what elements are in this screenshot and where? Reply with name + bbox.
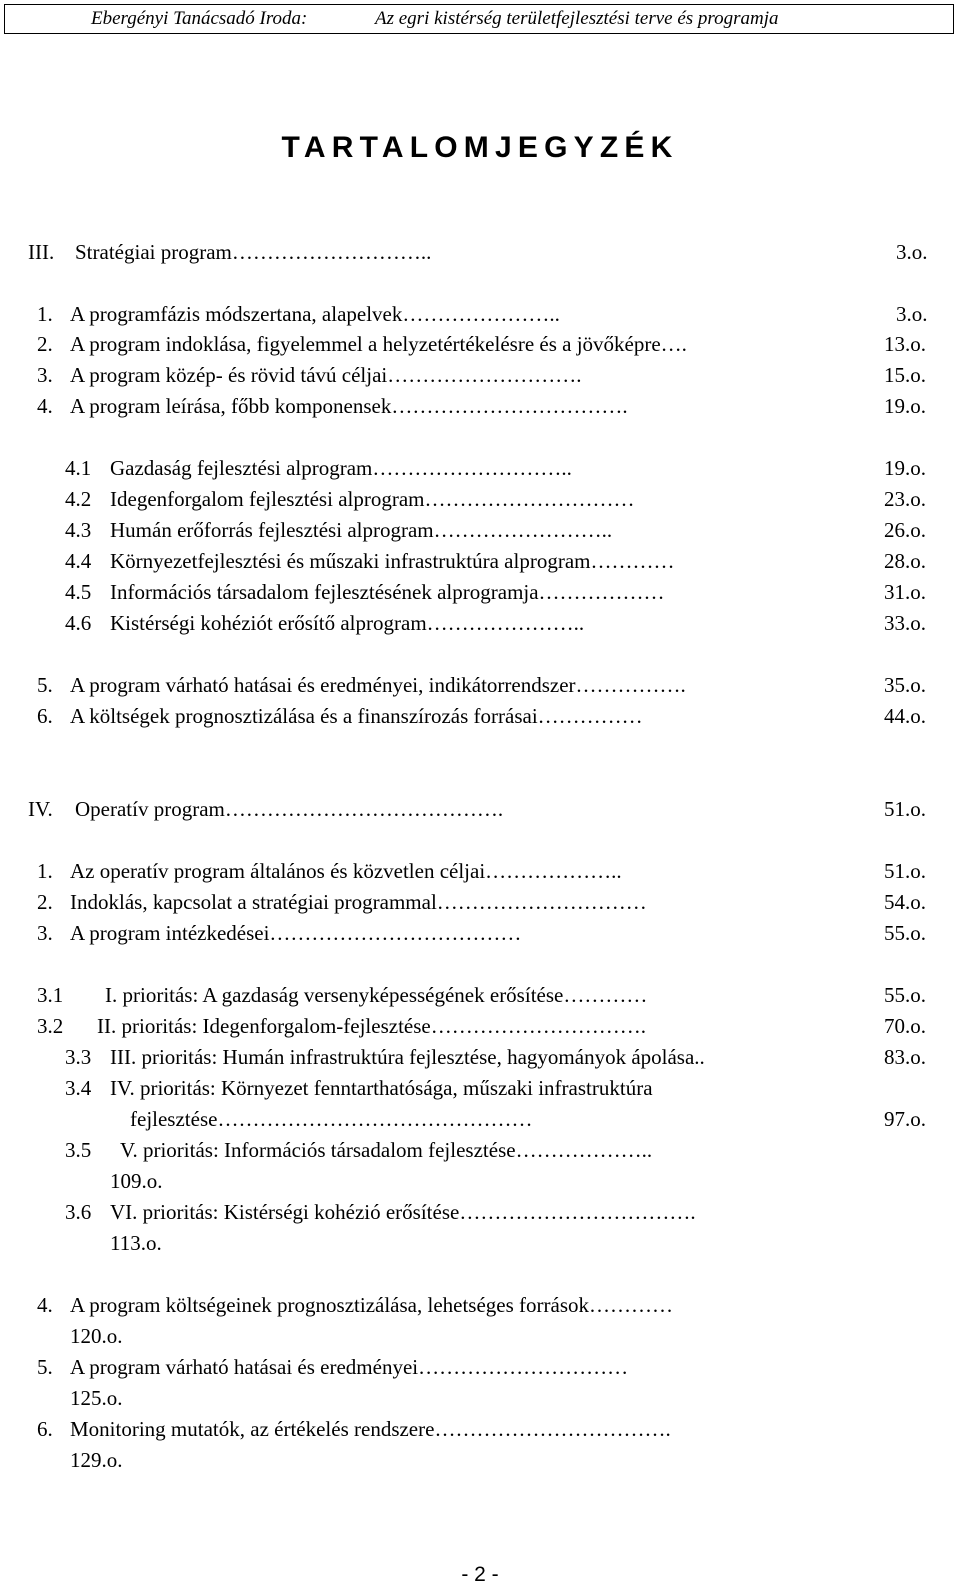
toc-title: fejlesztése……………………………………… [130,1107,533,1131]
toc-number: 6. [37,1417,53,1441]
toc-number: 3.3 [65,1045,92,1069]
toc-title: 129.o. [70,1448,123,1472]
toc-entry [0,359,960,391]
toc-number: 3.2 [37,1014,64,1038]
toc-entry [0,607,960,639]
toc-number: 5. [37,1355,53,1379]
toc-title: Stratégiai program……………………….. [75,240,432,264]
toc-number: 4. [37,1293,53,1317]
toc-page: 51.o. [884,859,926,883]
toc-number: 3.5 [65,1138,92,1162]
toc-title: A program leírása, főbb komponensek……………………………. [70,394,628,418]
toc-entry [0,1010,960,1042]
toc-title: Az operatív program általános és közvetlen céljai……………….. [70,859,622,883]
header-doc-title: Az egri kistérség területfejlesztési terve és programja [375,8,779,29]
toc-title: 120.o. [70,1324,123,1348]
toc-entry [0,236,960,268]
toc-entry [0,1351,960,1383]
toc-entry [0,1072,960,1104]
toc-title: A program indoklása, figyelemmel a helyzetértékelésre és a jövőképre…. [70,332,687,356]
toc-entry [0,855,960,887]
toc-title: A program várható hatásai és eredményei, indikátorrendszer……………. [70,673,686,697]
toc-page: 23.o. [884,487,926,511]
toc-entry [0,514,960,546]
toc-title: A programfázis módszertana, alapelvek………………….. [70,302,560,326]
toc-title: VI. prioritás: Kistérségi kohézió erősítése……………………………. [110,1200,696,1224]
toc-title: Környezetfejlesztési és műszaki infrastruktúra alprogram………… [110,549,675,573]
toc-title: A program költségeinek prognosztizálása, lehetséges források………… [70,1293,674,1317]
toc-entry [0,298,960,330]
toc-title: I. prioritás: A gazdaság versenyképességének erősítése………… [105,983,648,1007]
toc-number: 4.5 [65,580,92,604]
toc-number: 2. [37,332,53,356]
toc-number: 4.4 [65,549,92,573]
toc-number: III. [28,240,55,264]
toc-page: 33.o. [884,611,926,635]
toc-page: 15.o. [884,363,926,387]
toc-entry [0,1413,960,1445]
toc-title: Idegenforgalom fejlesztési alprogram………………………… [110,487,635,511]
toc-page: 19.o. [884,394,926,418]
toc-page: 3.o. [896,302,928,326]
toc-page: 70.o. [884,1014,926,1038]
toc-entry [0,328,960,360]
toc-number: 6. [37,704,53,728]
toc-entry [0,1103,960,1135]
toc-title: II. prioritás: Idegenforgalom-fejlesztése…………………………. [97,1014,646,1038]
toc-number: 4.1 [65,456,92,480]
toc-entry [0,669,960,701]
toc-entry [0,1320,960,1352]
toc-page: 51.o. [884,797,926,821]
page-title: TARTALOMJEGYZÉK [281,131,679,164]
toc-title: V. prioritás: Információs társadalom fejlesztése……………….. [120,1138,653,1162]
toc-number: 3. [37,921,53,945]
toc-entry [0,1227,960,1259]
toc-number: IV. [28,797,53,821]
toc-page: 55.o. [884,983,926,1007]
toc-number: 3.6 [65,1200,92,1224]
header-author: Ebergényi Tanácsadó Iroda: [91,8,308,29]
toc-page: 97.o. [884,1107,926,1131]
toc-title: Információs társadalom fejlesztésének alprogramja……………… [110,580,665,604]
toc-title: A program intézkedései……………………………… [70,921,522,945]
toc-number: 1. [37,302,53,326]
toc-entry [0,576,960,608]
toc-entry [0,886,960,918]
toc-title: Indoklás, kapcsolat a stratégiai programmal………………………… [70,890,647,914]
toc-entry [0,917,960,949]
toc-page: 19.o. [884,456,926,480]
toc-number: 4.3 [65,518,92,542]
toc-number: 1. [37,859,53,883]
toc-title: 109.o. [110,1169,163,1193]
toc-entry [0,700,960,732]
toc-entry [0,1289,960,1321]
toc-entry [0,1382,960,1414]
toc-title: Monitoring mutatók, az értékelés rendszere……………………………. [70,1417,671,1441]
toc-page: 44.o. [884,704,926,728]
toc-number: 4. [37,394,53,418]
toc-title: 125.o. [70,1386,123,1410]
toc-title: A program közép- és rövid távú céljai………………………. [70,363,582,387]
toc-page: 55.o. [884,921,926,945]
toc-page: 28.o. [884,549,926,573]
toc-title: IV. prioritás: Környezet fenntarthatósága, műszaki infrastruktúra [110,1076,653,1100]
toc-page: 13.o. [884,332,926,356]
toc-entry [0,979,960,1011]
page-number: - 2 - [461,1563,499,1586]
toc-entry [0,1444,960,1476]
toc-page: 35.o. [884,673,926,697]
toc-entry [0,390,960,422]
toc-entry [0,1134,960,1166]
toc-page: 3.o. [896,240,928,264]
toc-number: 3.4 [65,1076,92,1100]
toc-title: 113.o. [110,1231,162,1255]
toc-title: Kistérségi kohéziót erősítő alprogram………………….. [110,611,585,635]
toc-title: III. prioritás: Humán infrastruktúra fejlesztése, hagyományok ápolása.. [110,1045,705,1069]
toc-number: 5. [37,673,53,697]
toc-entry [0,545,960,577]
toc-page: 26.o. [884,518,926,542]
toc-number: 4.2 [65,487,92,511]
toc-number: 3.1 [37,983,64,1007]
toc-number: 3. [37,363,53,387]
toc-entry [0,483,960,515]
toc-entry [0,1196,960,1228]
toc-title: A költségek prognosztizálása és a finanszírozás forrásai…………… [70,704,643,728]
toc-page: 54.o. [884,890,926,914]
toc-entry [0,1165,960,1197]
toc-number: 4.6 [65,611,92,635]
toc-entry [0,452,960,484]
toc-page: 31.o. [884,580,926,604]
toc-title: Operatív program…………………………………. [75,797,504,821]
toc-page: 83.o. [884,1045,926,1069]
toc-title: Gazdaság fejlesztési alprogram……………………….. [110,456,572,480]
toc-entry [0,793,960,825]
toc-title: Humán erőforrás fejlesztési alprogram…………………….. [110,518,613,542]
toc-entry [0,1041,960,1073]
toc-number: 2. [37,890,53,914]
toc-title: A program várható hatásai és eredményei………………………… [70,1355,629,1379]
